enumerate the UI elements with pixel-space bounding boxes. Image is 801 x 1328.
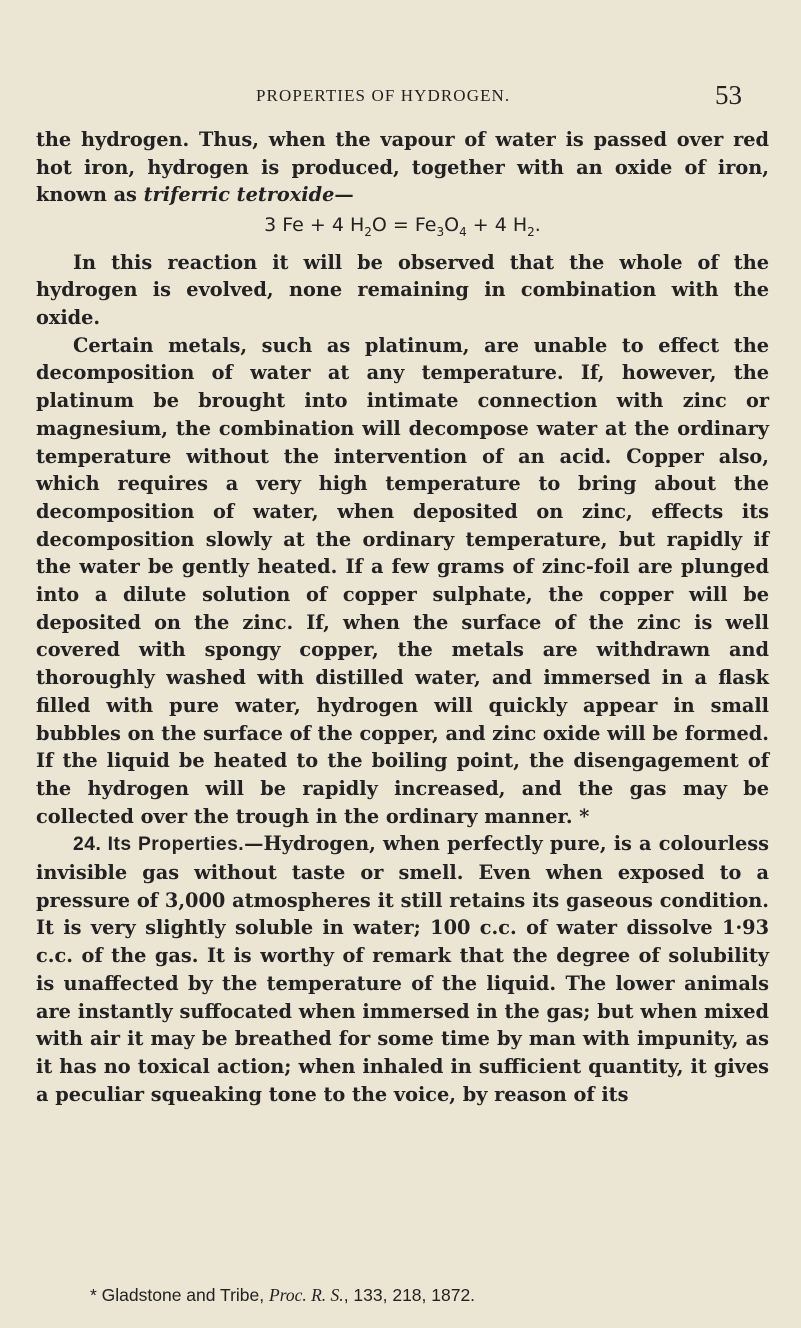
chemical-equation: 3 Fe + 4 $H_2O = Fe_3O_4 + 4$ $H_2$. (264, 214, 541, 239)
term-triferric-tetroxide: triferric tetroxide (143, 183, 335, 207)
section-heading (73, 834, 244, 855)
paragraph-2: In this reaction it will be observed that the whole of the hydrogen is evolved, none remaining in combination with the oxide. (36, 250, 769, 330)
paragraph-4: 24. Its Properties.—Hydrogen, when perfectly pure, is a colourless invisible gas without taste or smell. Even when exposed to a pressure of 3,000 atmospheres it still retains its gaseous condition. It is very slightly soluble in water; 100 c.c. of water dissolve 1·93 c.c. of the gas. It is worthy of remark that the degree of solubility is unaffected by the temperature of the liquid. The lower animals are instantly suffocated when immersed in the gas; but when mixed with air it may be breathed for some time by man with impunity, as it has no toxical action; when inhaled in sufficient quantity, it gives a peculiar squeaking tone to the voice, by reason of its (36, 832, 769, 1106)
page-header (0, 80, 801, 112)
paragraph-1: the hydrogen. Thus, when the vapour of water is passed over red hot iron, hydrogen is produced, together with an oxide of iron, known as triferric tetroxide— (36, 128, 769, 207)
body-text (36, 126, 769, 1108)
page-number: 53 (715, 80, 742, 110)
footnote: * Gladstone and Tribe, Proc. R. S., 133, 218, 1872. (90, 1285, 476, 1305)
section-title: Its Properties. (107, 834, 245, 856)
running-head: PROPERTIES OF HYDROGEN. (256, 86, 511, 105)
section-number: 24. (73, 834, 102, 856)
journal-name: Proc. R. S. (269, 1285, 344, 1305)
paragraph-3: Certain metals, such as platinum, are unable to effect the decomposition of water at any temperature. If, however, the platinum be brought into intimate connection with zinc or magnesium, the combination will decompose water at the ordinary temperature without the intervention of an acid. Copper also, which requires a very high temperature to bring about the decomposition of water, when deposited on zinc, effects its decomposition slowly at the ordinary temperature, but rapidly if the water be gently heated. If a few grams of zinc-foil are plunged into a dilute solution of copper sulphate, the copper will be deposited on the zinc. If, when the surface of the zinc is well covered with spongy copper, the metals are withdrawn and thoroughly washed with distilled water, and immersed in a flask filled with pure water, hydrogen will quickly appear in small bubbles on the surface of the copper, and zinc oxide will be formed. If the liquid be heated to the boiling point, the disengagement of the hydrogen will be rapidly increased, and the gas may be collected over the trough in the ordinary manner. * (36, 333, 769, 828)
